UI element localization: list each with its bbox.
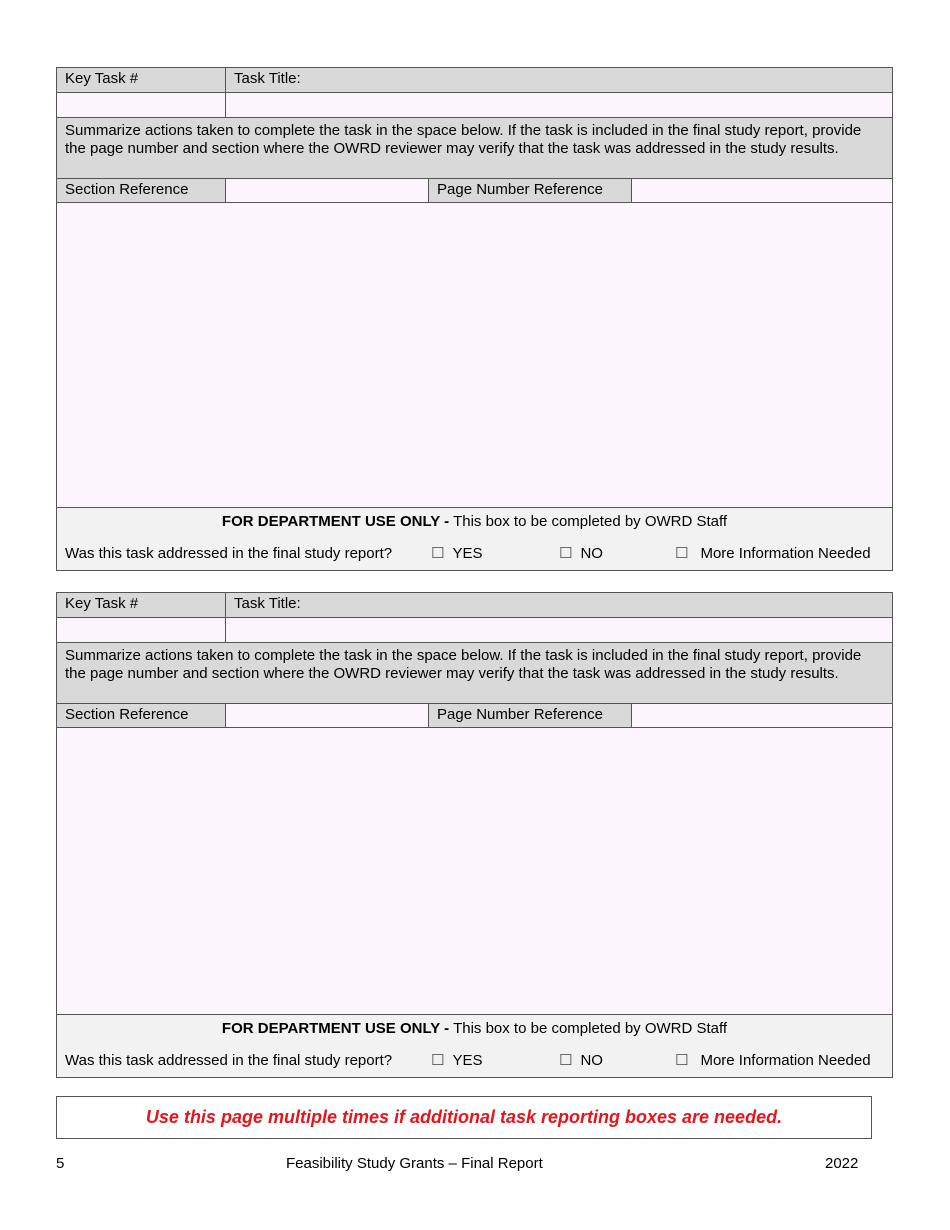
task-block-1 xyxy=(56,67,893,571)
multiple-use-notice: Use this page multiple times if additional task reporting boxes are needed. xyxy=(56,1096,872,1139)
page-number: 5 xyxy=(56,1155,65,1172)
section-reference-field[interactable] xyxy=(225,179,428,202)
more-info-option[interactable]: ☐ More Information Needed xyxy=(675,1051,871,1069)
task-title-label: Task Title: xyxy=(225,68,892,92)
yes-option[interactable]: ☐ YES xyxy=(431,1051,483,1069)
no-option[interactable]: ☐ NO xyxy=(559,1051,603,1069)
key-task-field[interactable] xyxy=(57,93,225,117)
page-number-reference-field[interactable] xyxy=(631,179,892,202)
checkbox-icon[interactable]: ☐ xyxy=(431,1051,445,1069)
department-use-box xyxy=(57,1015,892,1077)
page-number-reference-label: Page Number Reference xyxy=(428,704,631,727)
summary-text-area[interactable] xyxy=(57,203,892,508)
summary-text-area[interactable] xyxy=(57,728,892,1015)
key-task-label: Key Task # xyxy=(57,68,225,92)
instructions-text: Summarize actions taken to complete the task in the space below. If the task is included in the final study report, provide the page number and section where the OWRD reviewer may verify that the task was addressed in the study results. xyxy=(57,643,892,703)
checkbox-icon[interactable]: ☐ xyxy=(559,1051,573,1069)
no-option[interactable]: ☐ NO xyxy=(559,544,603,562)
task-title-field[interactable] xyxy=(225,618,892,642)
review-question: Was this task addressed in the final study report? xyxy=(65,1051,393,1069)
section-reference-field[interactable] xyxy=(225,704,428,727)
department-use-box xyxy=(57,508,892,570)
department-use-heading: FOR DEPARTMENT USE ONLY - This box to be completed by OWRD Staff xyxy=(221,1020,728,1037)
page-footer xyxy=(0,1155,950,1175)
checkbox-icon[interactable]: ☐ xyxy=(675,544,689,562)
key-task-field[interactable] xyxy=(57,618,225,642)
review-question: Was this task addressed in the final study report? xyxy=(65,544,393,562)
section-reference-label: Section Reference xyxy=(57,179,225,202)
key-task-label: Key Task # xyxy=(57,593,225,617)
checkbox-icon[interactable]: ☐ xyxy=(431,544,445,562)
task-title-label: Task Title: xyxy=(225,593,892,617)
department-use-heading: FOR DEPARTMENT USE ONLY - This box to be completed by OWRD Staff xyxy=(221,513,728,530)
page-number-reference-field[interactable] xyxy=(631,704,892,727)
checkbox-icon[interactable]: ☐ xyxy=(675,1051,689,1069)
yes-option[interactable]: ☐ YES xyxy=(431,544,483,562)
task-block-2 xyxy=(56,592,893,1078)
task-title-field[interactable] xyxy=(225,93,892,117)
footer-title: Feasibility Study Grants – Final Report xyxy=(286,1155,543,1172)
more-info-option[interactable]: ☐ More Information Needed xyxy=(675,544,871,562)
instructions-text: Summarize actions taken to complete the task in the space below. If the task is included in the final study report, provide the page number and section where the OWRD reviewer may verify that the task was addressed in the study results. xyxy=(57,118,892,178)
footer-year: 2022 xyxy=(825,1155,859,1172)
page-number-reference-label: Page Number Reference xyxy=(428,179,631,202)
checkbox-icon[interactable]: ☐ xyxy=(559,544,573,562)
section-reference-label: Section Reference xyxy=(57,704,225,727)
